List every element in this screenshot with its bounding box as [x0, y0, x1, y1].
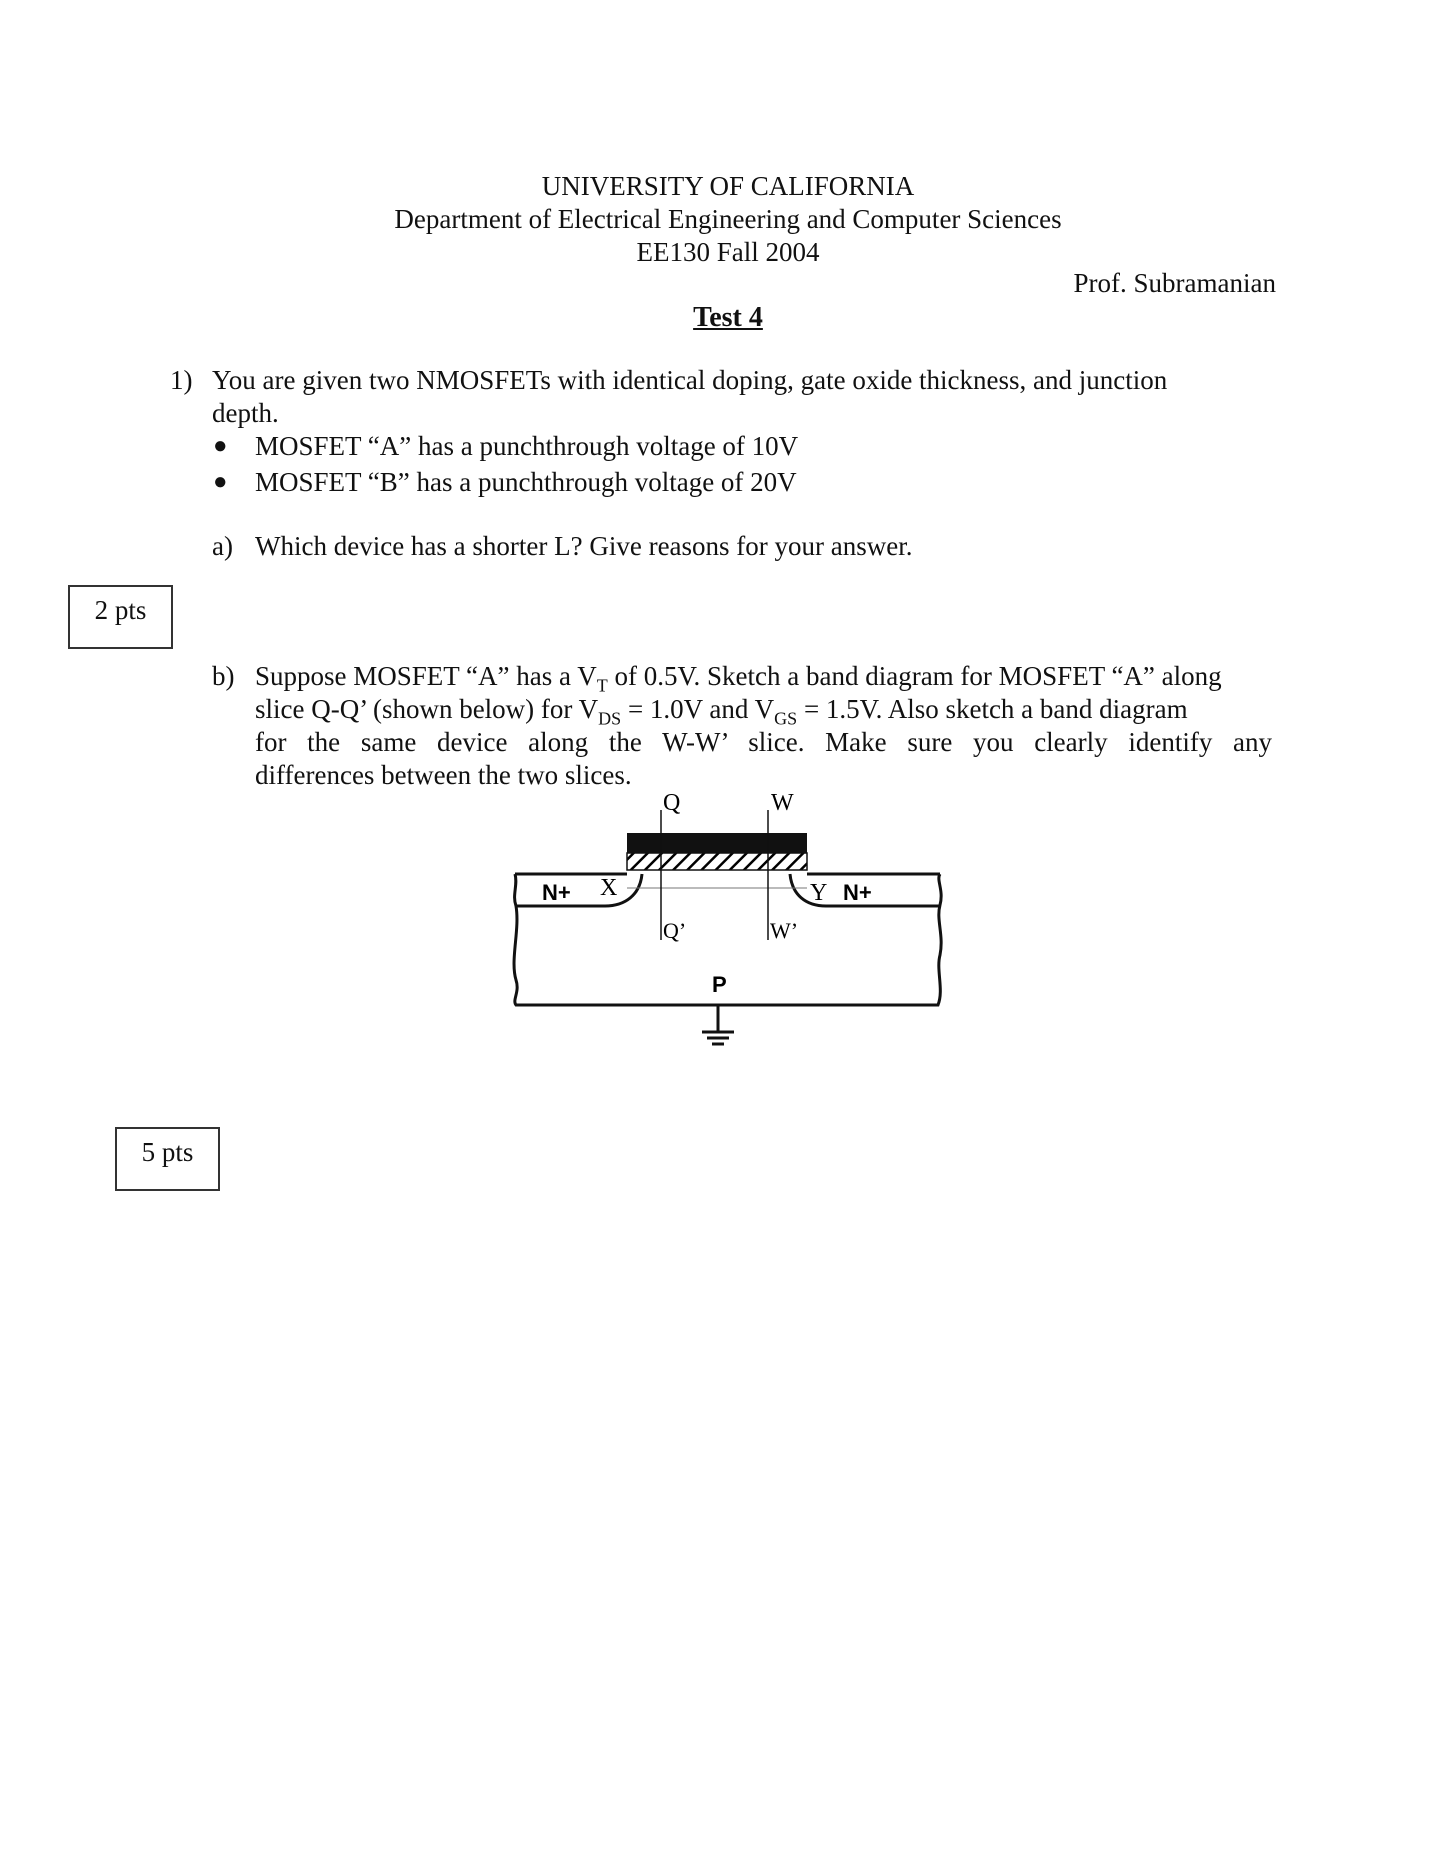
- bullet-dot: ●: [213, 469, 228, 495]
- substrate-body: [514, 874, 941, 1005]
- question-intro-line2: depth.: [212, 398, 279, 428]
- bullet-item-2: MOSFET “B” has a punchthrough voltage of 20V: [255, 467, 797, 497]
- university-name: UNIVERSITY OF CALIFORNIA: [541, 171, 915, 201]
- part-b-line2-b: = 1.0V and V: [621, 694, 775, 724]
- bullet-dot: ●: [213, 433, 228, 459]
- part-a-label: a): [212, 531, 233, 561]
- label-n-plus-right: N+: [843, 880, 872, 905]
- label-p: P: [712, 972, 727, 997]
- professor-name: Prof. Subramanian: [1073, 268, 1276, 298]
- subscript-gs: GS: [774, 708, 798, 729]
- course-name: EE130 Fall 2004: [636, 237, 820, 267]
- label-x: X: [600, 875, 618, 901]
- part-b-label: b): [212, 661, 235, 691]
- title-text: Test 4: [693, 302, 763, 333]
- label-q: Q: [663, 790, 681, 816]
- points-label: 5 pts: [141, 1137, 194, 1167]
- part-b-line1-b: of 0.5V. Sketch a band diagram for MOSFET “A” along: [607, 661, 1222, 691]
- points-label: 2 pts: [94, 595, 147, 625]
- subscript-t: T: [596, 675, 608, 696]
- subscript-ds: DS: [598, 708, 622, 729]
- bullet-item-1: MOSFET “A” has a punchthrough voltage of 10V: [255, 431, 799, 461]
- part-a-text: Which device has a shorter L? Give reasons for your answer.: [255, 531, 913, 561]
- label-w-prime: W’: [770, 918, 799, 943]
- label-n-plus-left: N+: [542, 880, 571, 905]
- part-b-line2-c: = 1.5V. Also sketch a band diagram: [797, 694, 1188, 724]
- part-b-line1-a: Suppose MOSFET “A” has a V: [255, 661, 597, 691]
- department-name: Department of Electrical Engineering and Computer Sciences: [394, 204, 1062, 234]
- part-b-line4: differences between the two slices.: [255, 760, 632, 790]
- gate-electrode: [627, 833, 807, 853]
- label-y: Y: [810, 880, 828, 906]
- n-plus-left-region: [515, 874, 642, 906]
- question-number: 1): [170, 365, 193, 395]
- question-intro-line1: You are given two NMOSFETs with identical doping, gate oxide thickness, and junction: [212, 365, 1168, 395]
- gate-oxide: [627, 853, 807, 870]
- label-w: W: [771, 790, 794, 816]
- label-q-prime: Q’: [663, 918, 687, 943]
- part-b-line2-a: slice Q-Q’ (shown below) for V: [255, 694, 599, 724]
- part-b-line3: for the same device along the W-W’ slice. Make sure you clearly identify any: [255, 727, 1272, 757]
